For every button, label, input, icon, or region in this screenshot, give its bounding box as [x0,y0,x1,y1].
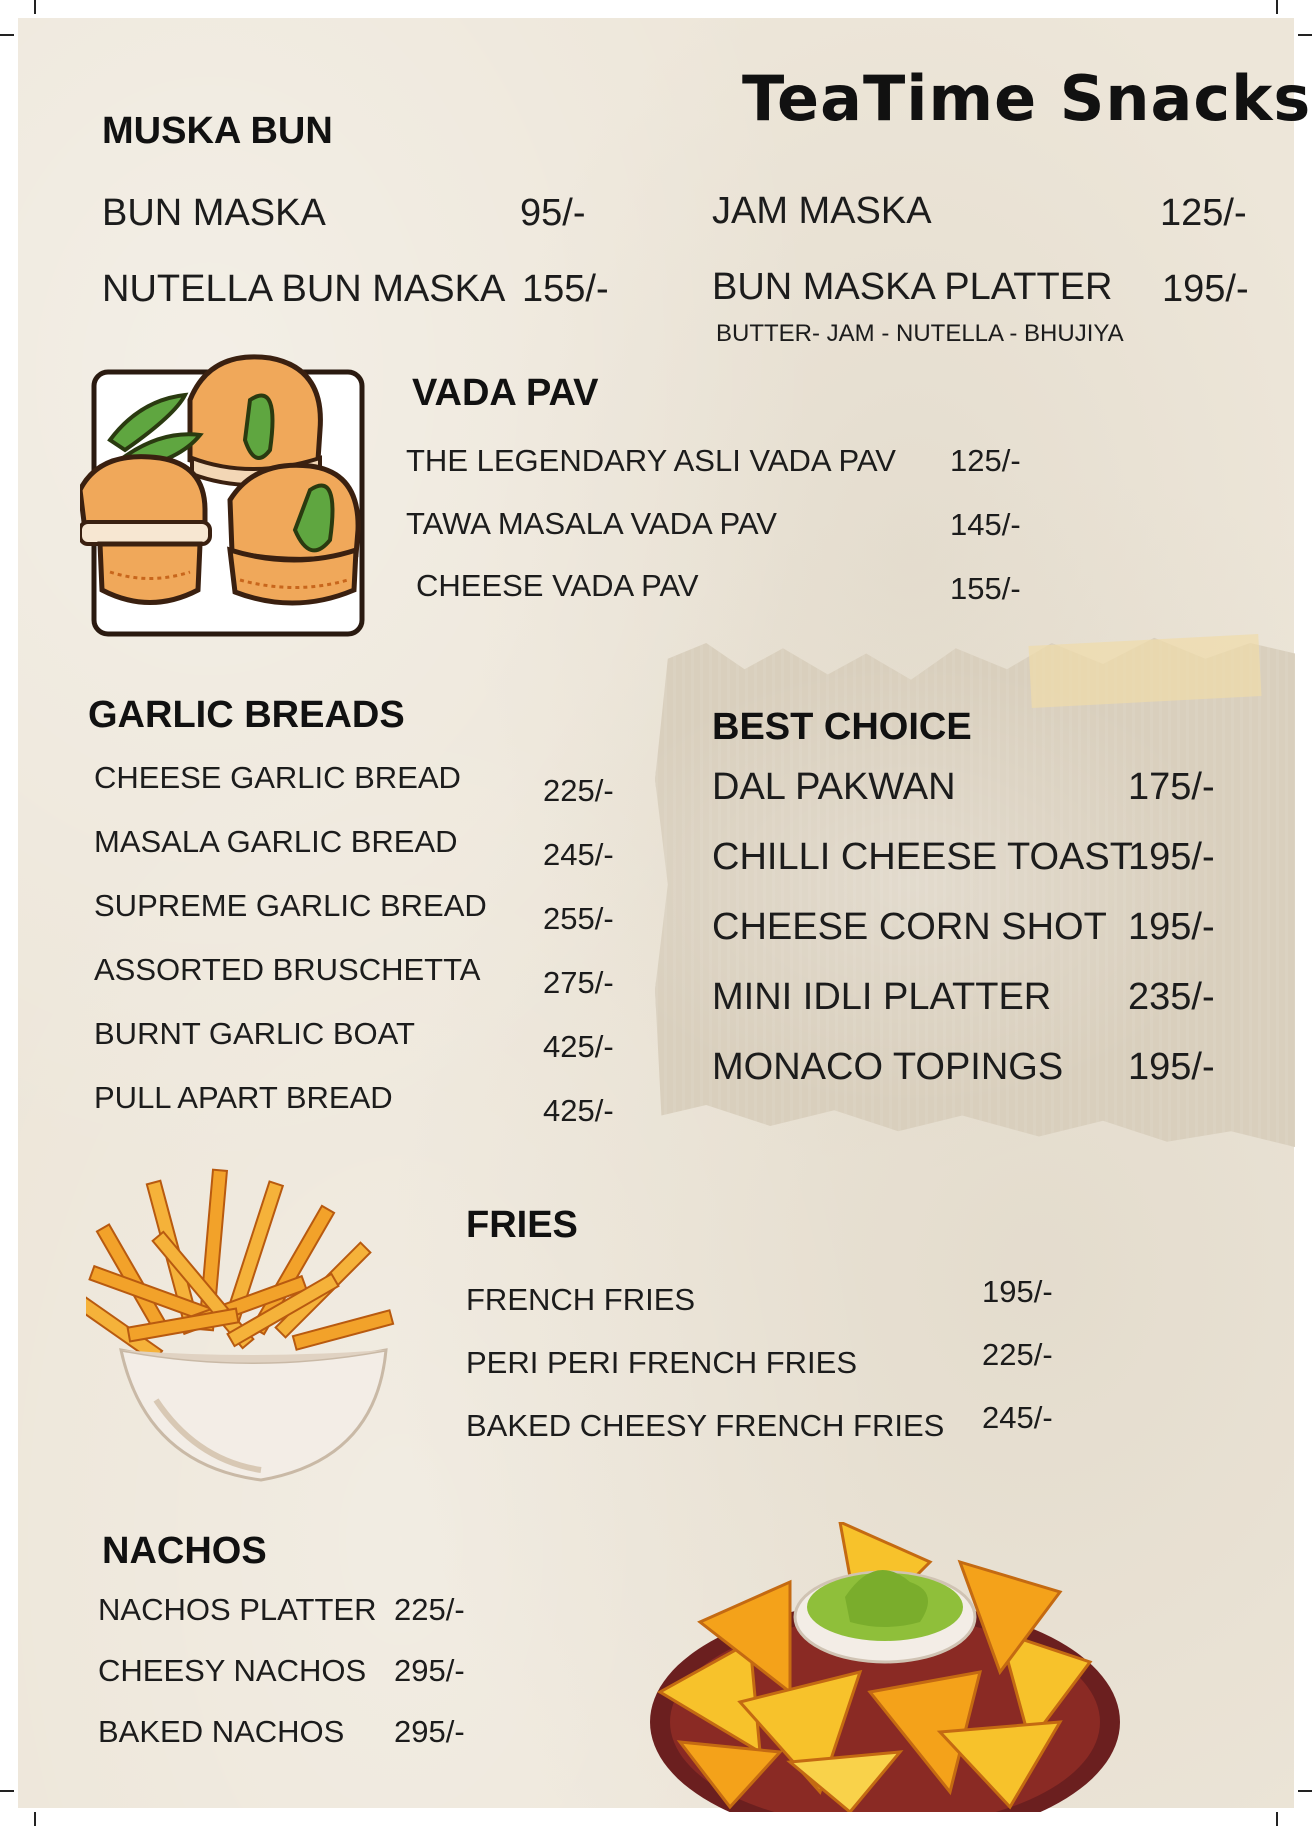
menu-item-price: 245/- [543,837,614,872]
menu-item-price: 225/- [394,1592,465,1627]
menu-item-name: CHEESE VADA PAV [416,568,699,603]
menu-item-name: BURNT GARLIC BOAT [94,1016,415,1051]
menu-item-price: 195/- [1128,906,1215,948]
menu-item-price: 195/- [1162,268,1249,310]
menu-item-price: 95/- [520,192,586,234]
menu-item-price: 245/- [982,1400,1053,1435]
section-heading-fries: FRIES [466,1204,578,1246]
crop-mark [0,1790,14,1792]
menu-item-price: 225/- [982,1337,1053,1372]
menu-item-name: THE LEGENDARY ASLI VADA PAV [406,443,896,478]
menu-item-name: MINI IDLI PLATTER [712,976,1052,1018]
menu-item-name: MONACO TOPINGS [712,1046,1064,1088]
menu-item-name: JAM MASKA [712,190,932,232]
menu-item-price: 195/- [1128,836,1215,878]
menu-item-price: 145/- [950,507,1021,542]
french-fries-illustration [86,1160,416,1500]
menu-item-name: CHEESY NACHOS [98,1653,367,1688]
section-heading-garlic-breads: GARLIC BREADS [88,694,405,736]
menu-item-name: BAKED CHEESY FRENCH FRIES [466,1408,945,1443]
menu-item-price: 225/- [543,773,614,808]
section-heading-nachos: NACHOS [102,1530,267,1572]
menu-item-name: MASALA GARLIC BREAD [94,824,458,859]
tape-strip [1029,634,1262,708]
menu-item-price: 295/- [394,1653,465,1688]
page-title: TeaTime Snacks [742,62,1312,135]
menu-item-name: BAKED NACHOS [98,1714,345,1749]
crop-mark [1276,0,1278,14]
menu-item-name: NUTELLA BUN MASKA [102,268,506,310]
menu-item-price: 425/- [543,1093,614,1128]
menu-item-name: BUN MASKA PLATTER [712,266,1113,308]
menu-item-price: 125/- [950,443,1021,478]
menu-item-price: 235/- [1128,976,1215,1018]
section-heading-vada-pav: VADA PAV [412,372,599,414]
menu-item-name: CHEESE GARLIC BREAD [94,760,461,795]
menu-item-name: BUN MASKA [102,192,326,234]
menu-item-price: 275/- [543,965,614,1000]
menu-item-price: 175/- [1128,766,1215,808]
crop-mark [1298,1790,1312,1792]
menu-item-price: 255/- [543,901,614,936]
crop-mark [1276,1812,1278,1826]
vada-pav-illustration [80,340,380,645]
menu-item-price: 125/- [1160,192,1247,234]
menu-item-name: FRENCH FRIES [466,1282,696,1317]
menu-item-price: 425/- [543,1029,614,1064]
nachos-illustration [640,1522,1120,1812]
platter-note: BUTTER- JAM - NUTELLA - BHUJIYA [716,320,1124,347]
crop-mark [1298,34,1312,36]
section-heading-muska-bun: MUSKA BUN [102,110,333,152]
menu-item-price: 295/- [394,1714,465,1749]
menu-item-name: TAWA MASALA VADA PAV [406,506,777,541]
menu-item-name: ASSORTED BRUSCHETTA [94,952,481,987]
menu-item-price: 195/- [1128,1046,1215,1088]
menu-item-name: DAL PAKWAN [712,766,956,808]
menu-item-price: 155/- [950,571,1021,606]
section-heading-best-choice: BEST CHOICE [712,706,972,748]
menu-item-name: SUPREME GARLIC BREAD [94,888,487,923]
crop-mark [34,0,36,14]
menu-item-name: CHEESE CORN SHOT [712,906,1107,948]
crop-mark [0,34,14,36]
menu-item-price: 195/- [982,1274,1053,1309]
menu-item-price: 155/- [522,268,609,310]
crop-mark [34,1812,36,1826]
menu-item-name: PULL APART BREAD [94,1080,393,1115]
menu-item-name: NACHOS PLATTER [98,1592,377,1627]
menu-item-name: PERI PERI FRENCH FRIES [466,1345,857,1380]
menu-item-name: CHILLI CHEESE TOAST [712,836,1133,878]
